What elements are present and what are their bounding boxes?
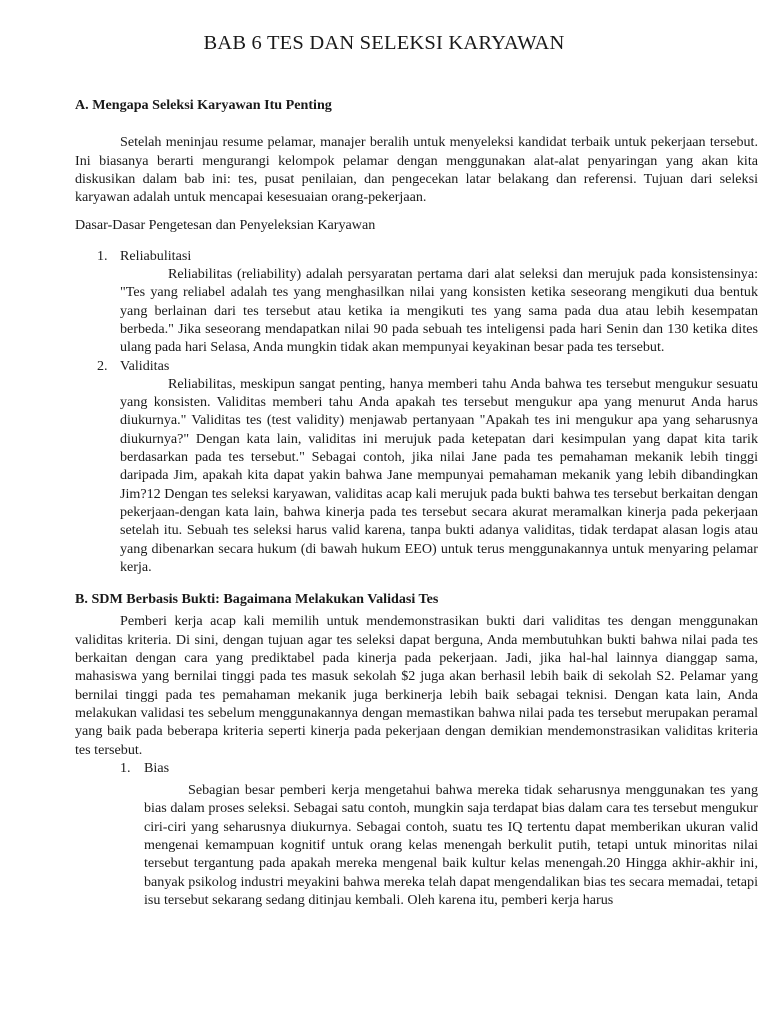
section-b-paragraph: Pemberi kerja acap kali memilih untuk mendemonstrasikan bukti dari validitas tes dengan menggunakan validitas kriteria. Di sini, dengan tujuan agar tes seleksi dapat berguna, Anda membutuhkan bukti bahwa nilai pada tes berkaitan dengan cara yang prediktabel pada kinerja pada pekerjaan. Jadi, jika hal-hal lainnya dianggap sama, mahasiswa yang bernilai tinggi pada tes masuk sekolah $2 juga akan berhasil lebih baik di sekolah S2. Pelamar yang bernilai tinggi pada tes pemahaman mekanik juga berkinerja lebih baik sebagai teknisi. Dengan kata lain, Anda melakukan validasi tes sebelum menggunakannya dengan memastikan bahwa nilai pada tes tersebut merupakan peramal yang baik pada beberapa kriteria seperti kinerja pada pekerjaan dengan demikian mendemonstrasikan validitas kriteria tes tersebut. bbox=[75, 613, 758, 758]
page-title: BAB 6 TES DAN SELEKSI KARYAWAN bbox=[203, 32, 565, 54]
list-item-number: 1. bbox=[97, 247, 108, 264]
section-b-heading: B. SDM Berbasis Bukti: Bagaimana Melakukan Validasi Tes bbox=[75, 591, 439, 608]
list-item-body: Reliabilitas (reliability) adalah persyaratan pertama dari alat seleksi dan merujuk pada konsistensinya: "Tes yang reliabel adalah tes yang menghasilkan nilai yang konsisten ketika seseorang mengikuti dua bentuk yang berlainan dari tes tersebut atau ketika ia mengikuti tes yang sama pada dua atau lebih kesempatan berbeda." Jika seseorang mendapatkan nilai 90 pada sebuah tes inteligensi pada hari Senin dan 130 ketika dites ulang pada hari Selasa, Anda mungkin tidak akan mempunyai keyakinan besar pada tes tersebut. bbox=[120, 266, 758, 356]
list-item-body: Sebagian besar pemberi kerja mengetahui bahwa mereka tidak seharusnya menggunakan tes yang bias dalam proses seleksi. Sebagai satu contoh, mungkin saja terdapat bias dalam cara tes tersebut mengukur ciri-ciri yang seharusnya diukurnya. Sebagai contoh, suatu tes IQ tertentu dapat memberikan ukuran valid mengenai kemampuan kognitif untuk orang kelas menengah berkulit putih, tetapi untuk minoritas nilai tersebut tergantung pada apakah mereka mengenal baik kultur kelas menengah.20 Hingga akhir-akhir ini, banyak psikolog industri meyakini bahwa mereka telah dapat mengendalikan bias tes secara memadai, tetapi isu tersebut sekarang sedang ditinjau kembali. Oleh karena itu, pemberi kerja harus bbox=[144, 782, 758, 908]
list-item-body: Reliabilitas, meskipun sangat penting, hanya memberi tahu Anda bahwa tes tersebut mengukur sesuatu yang konsisten. Validitas memberi tahu Anda apakah tes tersebut mengukur apa yang menurut Anda harus diukurnya." Validitas tes (test validity) menjawab pertanyaan "Apakah tes ini mengukur apa yang seharusnya diukurnya?" Dengan kata lain, validitas ini merujuk pada ketepatan dari kesimpulan yang dapat kita tarik berdasarkan pada tes tersebut." Sebagai contoh, jika nilai Jane pada tes pemahaman mekanik lebih tinggi daripada Jim, apakah kita dapat yakin bahwa Jane mempunyai pemahaman mekanik yang lebih dibandingkan Jim?12 Dengan tes seleksi karyawan, validitas acap kali merujuk pada bukti bahwa tes tersebut berkaitan dengan pekerjaan-dengan kata lain, bahwa kinerja pada tes tersebut secara akurat meramalkan kinerja pada pekerjaan setelah itu. Sebuah tes seleksi harus valid karena, tanpa bukti adanya validitas, tidak terdapat alasan logis atau yang dibenarkan secara hukum (di bawah hukum EEO) untuk terus menggunakannya untuk menyaring pelamar kerja. bbox=[120, 375, 758, 575]
list-item-number: 2. bbox=[97, 357, 108, 374]
list-item-reliabilitas bbox=[75, 247, 758, 265]
list-item-bias bbox=[75, 759, 758, 777]
list-item-validitas bbox=[75, 357, 758, 375]
section-a-subheading: Dasar-Dasar Pengetesan dan Penyeleksian Karyawan bbox=[75, 217, 376, 234]
list-item-title: Bias bbox=[144, 759, 170, 776]
section-a-paragraph: Setelah meninjau resume pelamar, manajer beralih untuk menyeleksi kandidat terbaik untuk pekerjaan tersebut. Ini biasanya berarti mengurangi kelompok pelamar dengan menggunakan alat-alat penyaringan yang akan kita diskusikan dalam bab ini: tes, pusat penilaian, dan pengecekan latar belakang dan referensi. Tujuan dari seleksi karyawan adalah untuk mencapai kesesuaian orang-pekerjaan. bbox=[75, 134, 758, 206]
document-body bbox=[75, 96, 758, 909]
list-item-title: Validitas bbox=[120, 357, 170, 374]
list-item-number: 1. bbox=[120, 759, 131, 776]
list-item-title: Reliabulitasi bbox=[120, 247, 192, 264]
section-a-heading: A. Mengapa Seleksi Karyawan Itu Penting bbox=[75, 97, 332, 113]
